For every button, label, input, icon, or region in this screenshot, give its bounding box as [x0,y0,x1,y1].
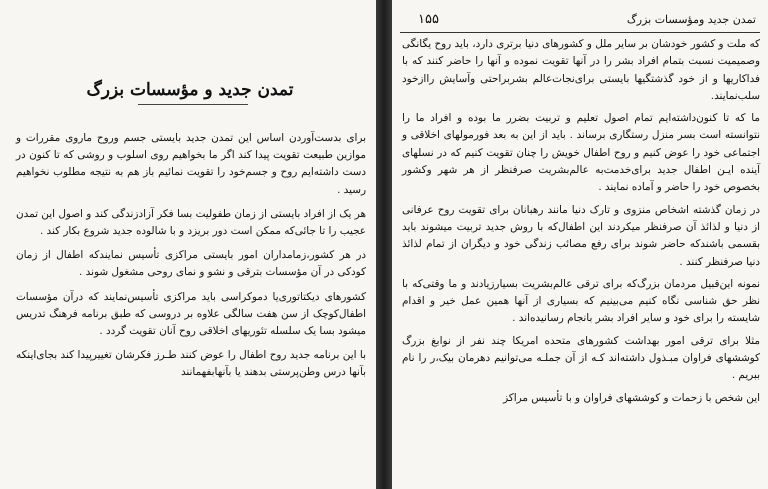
paragraph: که ملت و کشور خودشان بر سایر ملل و کشورهای دنیا برتری دارد، باید روح یگانگی وصمیمیت نسبت بتمام افراد بشر را در آنها تقویت نموده و آنها را حاضر کنند که با فداکاریها و از خود گذشتگیها بایستی برای‌نجات‌عالم بشربراحتی وآسایش راازخود سلب‌نمایند. [402,38,760,102]
paragraph: نمونه این‌قبیل مردمان بزرگ‌که برای ترقی عالم‌بشریت بسیارزیادند و ما وقتی‌که با نظر حق شناسی نگاه کنیم می‌بینیم که بسیاری از آنها همین عمل خیر و اقدام شایسته را برای خود و سایر افراد بشر بانجام رسانیده‌اند . [402,277,760,325]
paragraph: ما که تا کنون‌داشته‌ایم تمام اصول تعلیم و تربیت بضرر ما بوده و افراد ما را نتوانسته است بسر منزل رستگاری برساند . باید از این به بعد فورمولهای اخلاقی و اجتماعی خود را عوض کنیم و روح اطفال خویش را چنان تقویت کنیم که در نسلهای آینده ایـن اطفال جدید برای‌خدمت‌به عالم‌بشریت صرفنظر از هر شهر وکشور بخصوص خود را حاضر و آماده نمایند . [402,112,760,194]
title-underline [138,104,248,105]
book-gutter [376,0,392,489]
right-page [392,0,768,489]
right-page-body [402,36,760,412]
left-page-body [16,130,366,389]
paragraph: هر یک از افراد بایستی از زمان طفولیت بسا فکر آزادزندگی کند و اصول این تمدن عجیب را تا جائی‌که ممکن است دور بریزد و با شالوده جدید شروع بکار کند . [16,207,366,238]
chapter-title: تمدن جدید و مؤسسات بزرگ [86,80,294,100]
paragraph: برای بدست‌آوردن اساس این تمدن جدید بایستی جسم وروح ماروی مقررات و موازین طبیعت تقویت پیدا کند اگر ما بخواهیم روی اسلوب و روشی که تا کنون در دست داشته‌ایم روح و جسم‌خود را تقویت نمائیم باز هم به نتیجه مطلوب نخواهیم رسید . [16,132,366,196]
paragraph: با این برنامه جدید روح اطفال را عوض کنند طـرز فکرشان تغییرپیدا کند بجای‌اینکه بآنها درس وطن‌پرستی بدهند یا بآنها‌بفهمانند [16,349,366,379]
running-title: تمدن جدید ومؤسسات بزرگ [626,13,756,26]
paragraph: در زمان گذشته اشخاص منزوی و تارک دنیا مانند رهبانان برای تقویت روح عرفانی از دنیا و لذائذ آن صرفنظر میکردند این اطفال‌که با روش جدید تربیت میشوند باید بقسمی باشند‌که حاضر شوند برای رفع مصائب زندگی خود و دیگران از تمام لذائذ دنیا صرفنظر کنند . [402,203,760,268]
page-number: ۱۵۵ [418,12,439,27]
paragraph: مثلا برای ترقی امور بهداشت کشورهای متحده امریکا چند نفر از نوابغ بزرگ کوششهای فراوان مبـذول داشته‌اند کـه از آن جملـه می‌توانیم دهرمان بیک،ر را نام ببریم . [402,334,760,382]
paragraph: این شخص با زحمات و کوششهای فراوان و با تأسیس مراکز [503,391,760,404]
paragraph: کشورهای دیکتاتوری‌یا دموکراسی باید مراکزی تأسیس‌نمایند که در‌آن مؤسسات اطفال‌کوچک از سن هفت سالگی علاوه بر دروسی که طبق برنامه فرهنگ تدریس میشود بسا یک سلسله تئوریهای اخلاقی روح آنان تقویت گردد . [16,290,366,338]
page-header [400,10,760,33]
left-page [0,0,376,489]
paragraph: در هر کشور،زمامداران امور بایستی مراکزی تأسیس نمایند‌که اطفال از زمان کودکی در آن مؤسسات بترقی و نشو و نمای روحی مشغول شوند . [16,249,366,279]
